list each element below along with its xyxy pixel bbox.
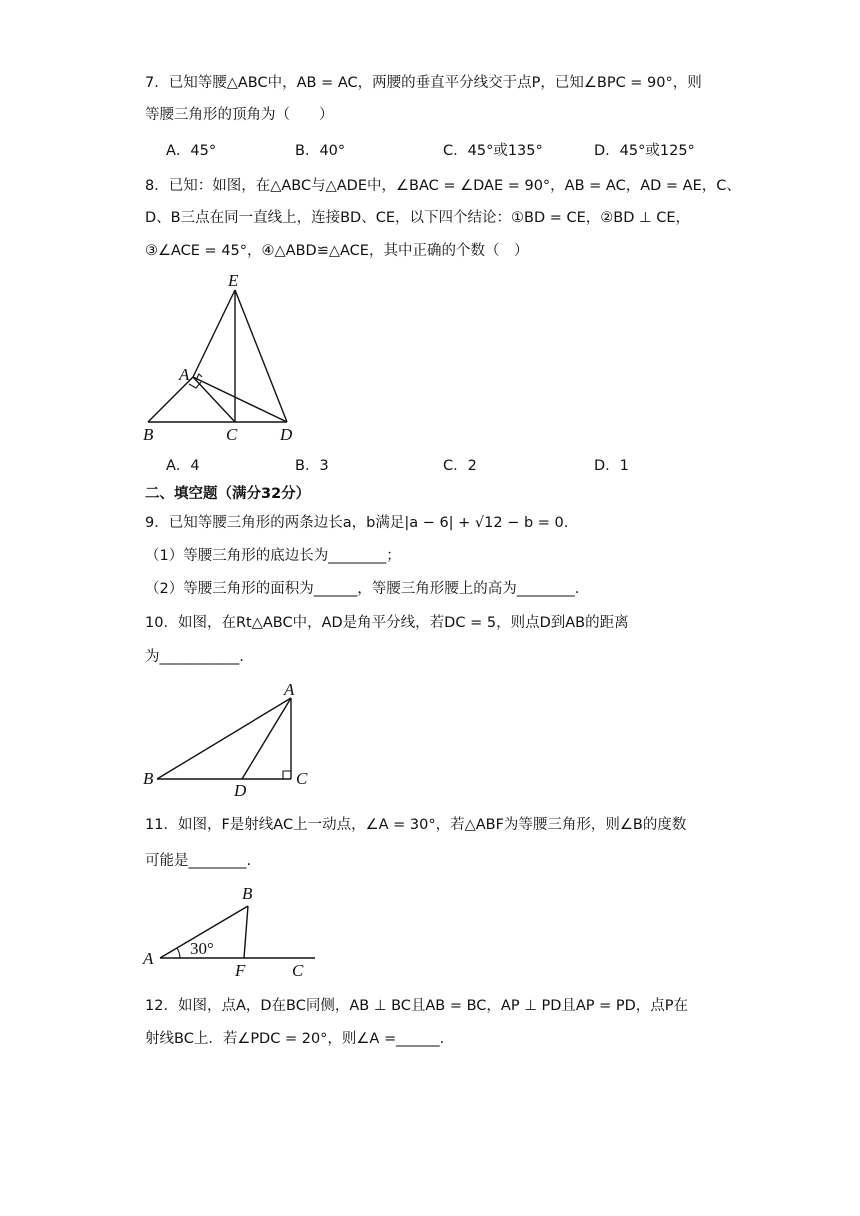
q8-option-c: C．2 [443,458,477,474]
label-d: D [280,425,293,444]
angle-arc [177,948,180,958]
line-ae [193,290,235,377]
label-e: E [228,271,239,290]
q7-option-c: C．45°或135° [443,143,543,159]
angle-label: 30° [190,939,214,958]
q7-option-d: D．45°或125° [594,143,695,159]
q7-line-1: 7．已知等腰△ABC中，AB = AC，两腰的垂直平分线交于点P，已知∠BPC = 90°，则 [145,75,702,91]
label-b: B [143,425,154,444]
q9-line-1: 9．已知等腰三角形的两条边长a，b满足|a − 6| + √12 − b = 0. [145,515,569,531]
right-angle-mark [283,771,291,779]
line-ba [157,698,291,779]
q7-option-b: B．40° [295,143,346,159]
label-a: A [143,949,154,968]
q7-line-2: 等腰三角形的顶角为（ ） [145,107,334,123]
q11-line-2: 可能是________. [145,853,252,869]
q8-line-2: D、B三点在同一直线上，连接BD、CE，以下四个结论：①BD = CE，②BD ⊥ CE， [145,210,691,226]
line-ed [235,290,287,422]
q7-options [166,141,726,161]
q12-line-2: 射线BC上．若∠PDC = 20°，则∠A =______. [145,1031,445,1047]
line-bf [244,906,248,958]
label-c: C [296,769,308,788]
label-a: A [284,680,295,699]
label-c: C [292,961,304,980]
q8-options [166,456,726,476]
line-da [242,698,291,779]
label-c: C [226,425,238,444]
q8-line-1: 8．已知：如图，在△ABC与△ADE中，∠BAC = ∠DAE = 90°，AB = AC，AD = AE，C、 [145,178,741,194]
q8-figure [140,268,310,446]
q7-option-a: A．45° [166,143,217,159]
label-b: B [143,769,154,788]
label-d: D [234,781,247,800]
q8-option-b: B．3 [295,458,329,474]
section-title: 二、填空题（满分32分） [145,486,311,502]
q8-option-d: D．1 [594,458,629,474]
q9-sub-2: （2）等腰三角形的面积为______，等腰三角形腰上的高为________. [145,581,580,597]
q12-line-1: 12．如图，点A，D在BC同侧，AB ⊥ BC且AB = BC，AP ⊥ PD且AP = PD，点P在 [145,998,689,1014]
q8-line-3: ③∠ACE = 45°，④△ABD≌△ACE，其中正确的个数（ ） [145,243,529,259]
q9-sub-1: （1）等腰三角形的底边长为________； [145,548,401,564]
q10-figure [140,680,315,800]
q8-option-a: A．4 [166,458,200,474]
label-b: B [242,884,253,903]
q11-figure [140,880,320,980]
q10-line-2: 为___________. [145,649,244,665]
q11-line-1: 11．如图，F是射线AC上一动点，∠A = 30°，若△ABF为等腰三角形，则∠B的度数 [145,817,687,833]
label-a: A [179,365,190,384]
label-f: F [235,961,246,980]
q10-line-1: 10．如图，在Rt△ABC中，AD是角平分线，若DC = 5，则点D到AB的距离 [145,615,629,631]
line-ad [193,377,287,422]
